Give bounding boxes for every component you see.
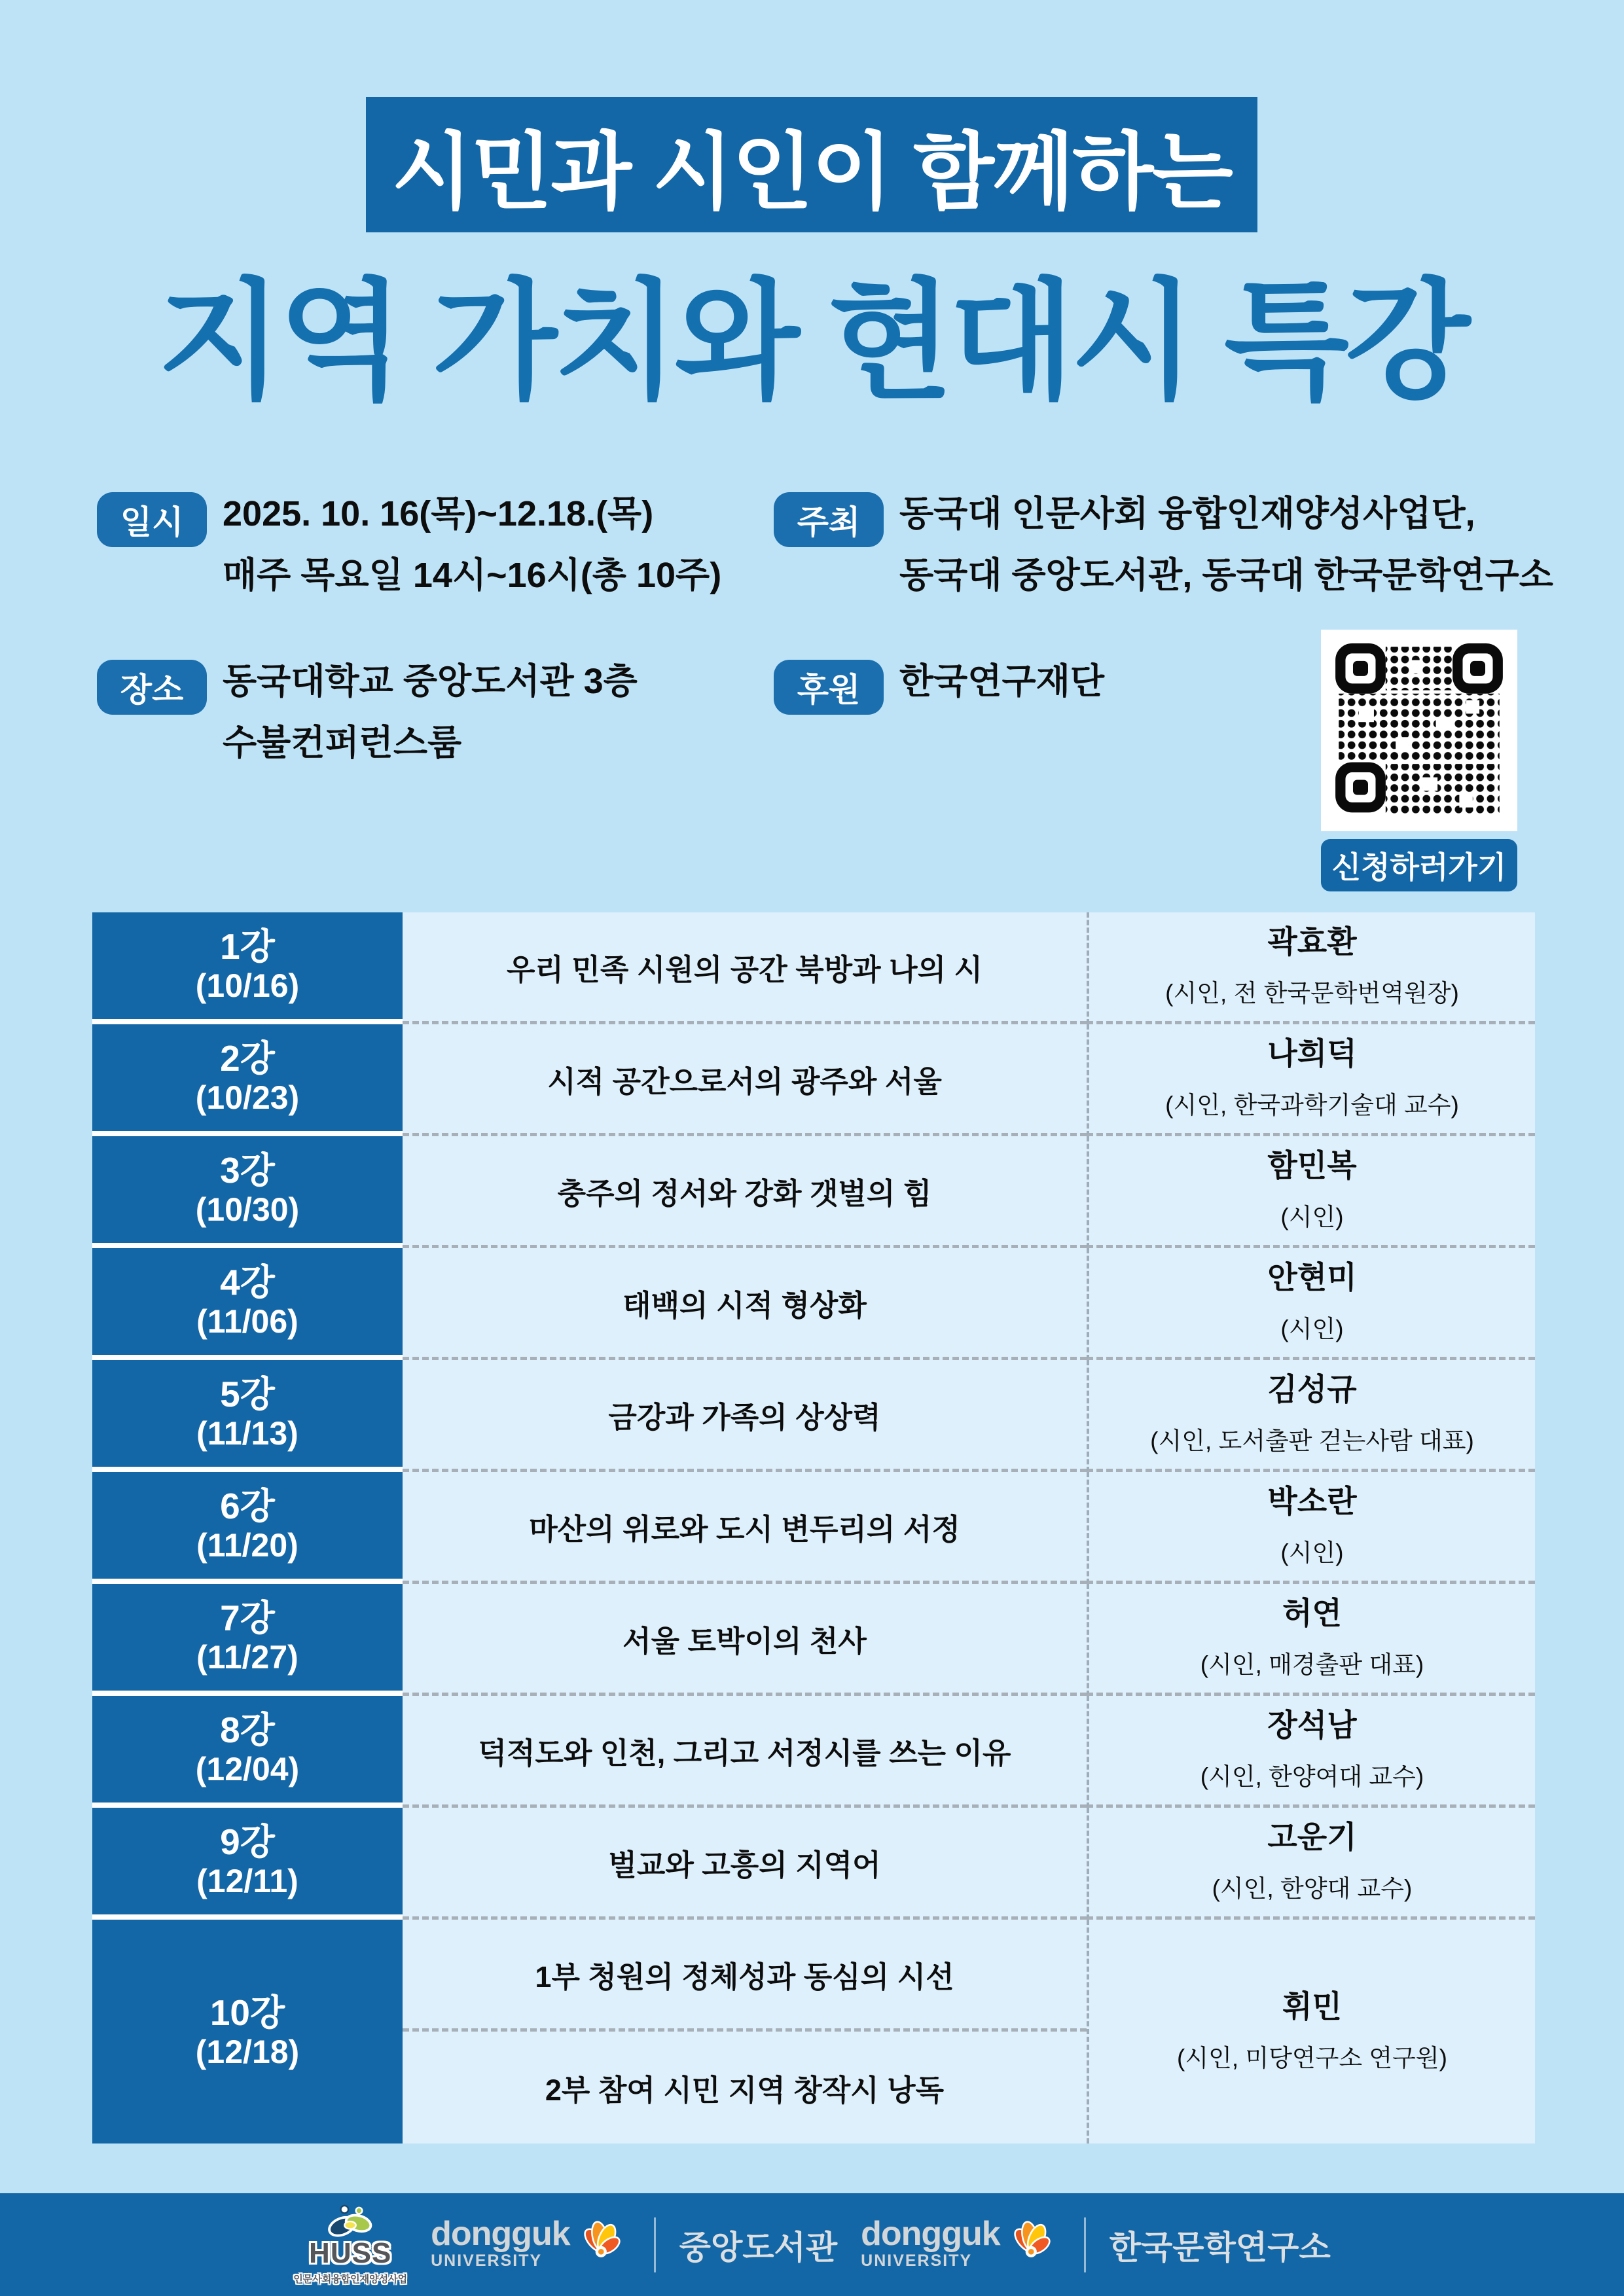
- lecture-topic-cell: [403, 1360, 1087, 1472]
- huss-logo: [293, 2204, 407, 2286]
- table-row: [92, 1360, 1535, 1472]
- speaker-affiliation: (시인): [1280, 1315, 1344, 1342]
- speaker-affiliation: (시인, 한국과학기술대 교수): [1165, 1091, 1459, 1119]
- apply-button[interactable]: [1321, 839, 1517, 891]
- table-row: [92, 912, 1535, 1024]
- info-sponsor: [774, 660, 1104, 715]
- lecture-speaker-cell: [1087, 1360, 1535, 1472]
- speaker-affiliation: (시인, 매경출판 대표): [1200, 1651, 1424, 1678]
- lecture-number-cell: [92, 1472, 403, 1584]
- footer-unit-library: 중앙도서관: [679, 2229, 838, 2266]
- sponsor-badge: 후원: [774, 660, 884, 715]
- datetime-line1: 2025. 10. 16(목)~12.18.(목): [223, 494, 654, 533]
- lecture-number: 1강: [220, 926, 275, 967]
- lecture-date: (10/23): [195, 1079, 300, 1117]
- lecture-speaker-cell: [1087, 1136, 1535, 1248]
- lecture-topic-cell: [403, 912, 1087, 1024]
- qr-code-image: [1335, 643, 1504, 817]
- huss-subtitle: 인문사회융합인재양성사업: [293, 2274, 408, 2285]
- lecture-topic-cell: [403, 1696, 1087, 1808]
- speaker-name: 나희덕: [1267, 1036, 1357, 1071]
- datetime-badge: 일시: [97, 492, 207, 547]
- host-line1: 동국대 인문사회 융합인재양성사업단,: [899, 494, 1475, 533]
- lecture-date: (11/20): [196, 1527, 298, 1564]
- lecture-topic-part2: 2부 참여 시민 지역 창작시 낭독: [545, 2073, 945, 2107]
- dongguk-brand: dongguk: [431, 2214, 570, 2253]
- lecture-number-cell: [92, 1024, 403, 1136]
- speaker-name: 김성규: [1267, 1372, 1357, 1407]
- speaker-affiliation: (시인, 도서출판 걷는사람 대표): [1150, 1427, 1474, 1454]
- speaker-name: 허연: [1282, 1596, 1342, 1631]
- qr-code: [1321, 630, 1517, 831]
- info-datetime: [97, 492, 721, 593]
- table-row: [92, 1248, 1535, 1360]
- lecture-date: (12/04): [195, 1751, 300, 1788]
- lecture-topic: 충주의 정서와 강화 갯벌의 힘: [557, 1176, 932, 1210]
- dongguk-logo-2: [861, 2214, 1060, 2273]
- dongguk-brand: dongguk: [861, 2214, 1000, 2253]
- lecture-date: (11/27): [196, 1639, 298, 1676]
- speaker-name: 안현미: [1267, 1260, 1357, 1295]
- page-title: 지역 가치와 현대시 특강: [157, 269, 1467, 414]
- lecture-topic-cell-part2: [403, 2032, 1087, 2144]
- sponsor-line1: 한국연구재단: [899, 662, 1104, 701]
- host-line2: 동국대 중앙도서관, 동국대 한국문학연구소: [899, 556, 1553, 595]
- lecture-speaker-cell: [1087, 1024, 1535, 1136]
- lecture-topic-cell: [403, 1136, 1087, 1248]
- lecture-topic: 시적 공간으로서의 광주와 서울: [547, 1064, 942, 1098]
- venue-line2: 수불컨퍼런스룸: [223, 723, 462, 762]
- lecture-number: 2강: [220, 1038, 275, 1079]
- speaker-name: 장석남: [1267, 1708, 1357, 1743]
- dongguk-logo-1: [431, 2214, 630, 2273]
- lecture-number-cell: [92, 1360, 403, 1472]
- lecture-date: (10/16): [195, 967, 300, 1005]
- apply-button-label: 신청하러가기: [1331, 850, 1507, 884]
- lecture-topic-cell: [403, 1472, 1087, 1584]
- speaker-name: 함민복: [1267, 1148, 1357, 1183]
- lecture-topic-cell: [403, 1808, 1087, 1920]
- huss-swirl-icon: [320, 2204, 380, 2240]
- top-banner-text: 시민과 시인이 함께하는: [391, 125, 1232, 219]
- speaker-name: 박소란: [1267, 1484, 1357, 1519]
- lecture-number: 4강: [220, 1262, 275, 1303]
- lecture-number-cell: [92, 1920, 403, 2144]
- lecture-topic: 덕적도와 인천, 그리고 서정시를 쓰는 이유: [478, 1736, 1011, 1770]
- info-venue: [97, 660, 638, 761]
- table-row: [92, 1136, 1535, 1248]
- speaker-affiliation: (시인, 전 한국문학번역원장): [1165, 979, 1459, 1007]
- lecture-topic: 태백의 시적 형상화: [623, 1288, 867, 1322]
- table-row: [92, 1024, 1535, 1136]
- lecture-topic-stack: [403, 1920, 1087, 2144]
- speaker-affiliation: (시인, 한양대 교수): [1212, 1874, 1413, 1902]
- lecture-number: 10강: [209, 1992, 285, 2033]
- table-row: [92, 1584, 1535, 1696]
- speaker-name: 곽효환: [1267, 924, 1357, 960]
- top-banner: [366, 97, 1257, 232]
- lecture-topic-cell: [403, 1248, 1087, 1360]
- lecture-number: 3강: [220, 1150, 275, 1191]
- lecture-topic-part1: 1부 청원의 정체성과 동심의 시선: [535, 1960, 954, 1994]
- speaker-affiliation: (시인): [1280, 1539, 1344, 1566]
- lecture-speaker-cell: [1087, 1696, 1535, 1808]
- table-row: [92, 1808, 1535, 1920]
- lecture-topic-cell: [403, 1024, 1087, 1136]
- lecture-date: (11/13): [196, 1415, 298, 1452]
- lecture-speaker-cell: [1087, 1584, 1535, 1696]
- lecture-date: (12/11): [196, 1863, 298, 1900]
- lecture-number-cell: [92, 1248, 403, 1360]
- lecture-number: 6강: [220, 1486, 275, 1527]
- lecture-topic: 금강과 가족의 상상력: [608, 1400, 881, 1434]
- info-host: [774, 492, 1553, 593]
- lecture-number: 5강: [220, 1374, 275, 1415]
- lecture-number-cell: [92, 1696, 403, 1808]
- dongguk-brand-sub: UNIVERSITY: [431, 2251, 543, 2270]
- speaker-name: 휘민: [1282, 1989, 1342, 2024]
- speaker-affiliation: (시인): [1280, 1203, 1344, 1230]
- lecture-date: (12/18): [195, 2033, 300, 2070]
- footer-unit-institute: 한국문학연구소: [1109, 2229, 1331, 2266]
- venue-badge: 장소: [97, 660, 207, 715]
- speaker-name: 고운기: [1267, 1820, 1357, 1855]
- lecture-topic: 마산의 위로와 도시 변두리의 서정: [529, 1512, 960, 1546]
- lecture-date: (10/30): [195, 1191, 300, 1229]
- table-row-final: [92, 1920, 1535, 2144]
- table-row: [92, 1472, 1535, 1584]
- lecture-topic: 우리 민족 시원의 공간 북방과 나의 시: [506, 952, 983, 986]
- footer-divider: [1084, 2217, 1086, 2272]
- lecture-topic: 벌교와 고흥의 지역어: [608, 1848, 881, 1882]
- huss-name: HUSS: [309, 2237, 392, 2269]
- lecture-speaker-cell: [1087, 1920, 1535, 2144]
- lecture-number: 7강: [220, 1598, 275, 1639]
- lecture-number-cell: [92, 1136, 403, 1248]
- host-badge: 주최: [774, 492, 884, 547]
- dongguk-flower-icon: [574, 2217, 630, 2273]
- speaker-affiliation: (시인, 미당연구소 연구원): [1177, 2044, 1447, 2072]
- footer-divider: [654, 2217, 656, 2272]
- lecture-speaker-cell: [1087, 1248, 1535, 1360]
- lecture-date: (11/06): [196, 1303, 298, 1340]
- lecture-speaker-cell: [1087, 912, 1535, 1024]
- schedule-table: [92, 912, 1535, 2144]
- speaker-affiliation: (시인, 한양여대 교수): [1200, 1763, 1424, 1790]
- lecture-speaker-cell: [1087, 1472, 1535, 1584]
- lecture-number: 8강: [220, 1710, 275, 1751]
- lecture-number-cell: [92, 1808, 403, 1920]
- lecture-topic: 서울 토박이의 천사: [623, 1624, 867, 1658]
- lecture-topic-cell: [403, 1584, 1087, 1696]
- venue-line1: 동국대학교 중앙도서관 3층: [223, 662, 638, 701]
- lecture-number-cell: [92, 1584, 403, 1696]
- lecture-number-cell: [92, 912, 403, 1024]
- lecture-speaker-cell: [1087, 1808, 1535, 1920]
- datetime-line2: 매주 목요일 14시~16시(총 10주): [223, 556, 722, 595]
- lecture-number: 9강: [220, 1821, 275, 1863]
- lecture-topic-cell-part1: [403, 1920, 1087, 2032]
- dongguk-flower-icon: [1004, 2217, 1060, 2273]
- footer: [0, 2193, 1624, 2296]
- table-row: [92, 1696, 1535, 1808]
- dongguk-brand-sub: UNIVERSITY: [861, 2251, 973, 2270]
